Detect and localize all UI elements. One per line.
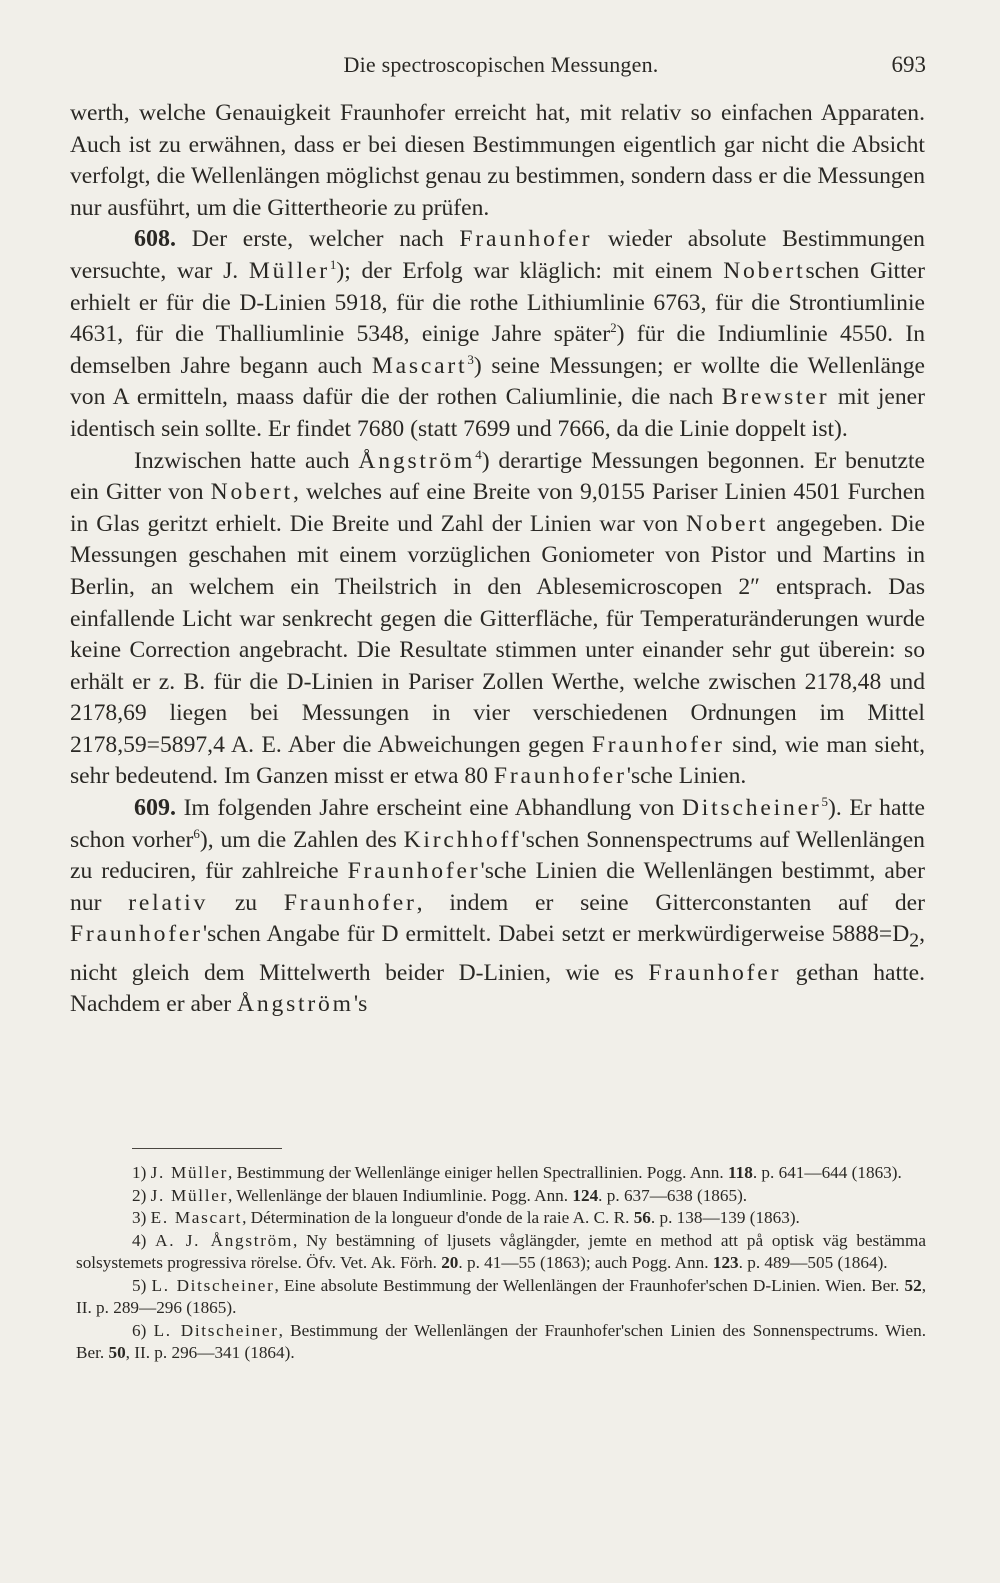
footnote-4: 4) A. J. Ångström, Ny bestämning of ljusets våglängder, jemte en method att på optisk väg bestämma solsystemets progressiva rörelse. Öfv. Vet. Ak. Förh. 20. p. 41—55 (1863); auch Pogg. Ann. 123. p. 489—505 (1864).	[76, 1230, 927, 1272]
footnote-2: 2) J. Müller, Wellenlänge der blauen Indiumlinie. Pogg. Ann. 124. p. 637—638 (1865).	[132, 1185, 748, 1205]
person-name: Fraunhofer	[347, 858, 481, 885]
paragraph-609: 609. Im folgenden Jahre erscheint eine Abhandlung von Ditscheiner$^5$). Er hatte schon vorher$^6$), um die Zahlen des Kirchhoff'schen Sonnenspectrums auf Wellenlängen zu reduciren, für zahlreiche Fraunhofer'sche Linien die Wellenlängen bestimmt, aber nur relativ zu Fraunhofer, indem er seine Gitterconstanten auf der Fraunhofer'schen Angabe für D ermittelt. Dabei setzt er merkwürdigerweise $5888=D_2$, nicht gleich dem Mittelwerth beider D-Linien, wie es Fraunhofer gethan hatte. Nachdem er aber Ångström's	[70, 794, 926, 1018]
person-name: Fraunhofer	[591, 731, 725, 758]
person-name: Nobert	[685, 510, 769, 537]
footnote-ref: 4	[475, 446, 482, 462]
person-name: Kirchhoff	[403, 826, 522, 853]
running-title: Die spectroscopischen Messungen.	[343, 52, 659, 77]
section-number-609: 609.	[134, 795, 176, 822]
section-number-608: 608.	[134, 226, 176, 253]
footnote-1: 1) J. Müller, Bestimmung der Wellenlänge einiger hellen Spectrallinien. Pogg. Ann. 118. p. 641—644 (1863).	[132, 1163, 902, 1182]
person-name: Nobert	[210, 479, 293, 506]
footnote-3: 3) E. Mascart, Détermination de la longueur d'onde de la raie A. C. R. 56. p. 138—139 (1863).	[132, 1208, 800, 1227]
paragraph-608: 608. Der erste, welcher nach Fraunhofer wieder absolute Bestimmungen versuchte, war J. Müller$^1$); der Erfolg war kläglich: mit einem Nobertschen Gitter erhielt er für die D-Linien 5918, für die rothe Lithiumlinie 6763, für die Strontiumlinie 4631, für die Thalliumlinie 5348, einige Jahre später$^2$) für die Indiumlinie 4550. In demselben Jahre begann auch Mascart$^3$) seine Messungen; er wollte die Wellenlänge von A ermitteln, maass dafür die der rothen Caliumlinie, die nach Brewster mit jener identisch sein sollte. Er findet 7680 (statt 7699 und 7666, da die Linie doppelt ist).	[70, 226, 925, 442]
paragraph-3: Inzwischen hatte auch Ångström$^4$) derartige Messungen begonnen. Er benutzte ein Gitter von Nobert, welches auf eine Breite von 9,0155 Pariser Linien 4501 Furchen in Glas geritzt erhielt. Die Breite und Zahl der Linien war von Nobert angegeben. Die Messungen geschahen mit einem vorzüglichen Goniometer von Pistor und Martins in Berlin, an welchem ein Theilstrich in den Ablesemicroscopen 2″ entsprach. Das einfallende Licht war senkrecht gegen die Gitterfläche, für Temperaturänderungen wurde keine Correction angebracht. Die Resultate stimmen unter einander sehr gut überein: so erhält er z. B. für die D-Linien in Pariser Zollen Werthe, welche zwischen 2178,48 und 2178,69 liegen bei Messungen in vier verschiedenen Ordnungen im Mittel 2178,59=5897,4 A. E. Aber die Abweichungen gegen Fraunhofer sind, wie man sieht, sehr bedeutend. Im Ganzen misst er etwa 80 Fraunhofer'sche Linien.	[70, 446, 926, 790]
footnote-5: 5) L. Ditscheiner, Eine absolute Bestimmung der Wellenlängen der Fraunhofer'schen D-Linien. Wien. Ber. 52, II. p. 289—296 (1865).	[76, 1275, 926, 1317]
footnote-ref: 6	[193, 825, 200, 841]
body-text	[70, 98, 925, 1021]
person-name: Nobert	[723, 257, 806, 284]
person-name: Fraunhofer	[493, 763, 627, 790]
page-number: 693	[891, 52, 926, 77]
paragraph-1: werth, welche Genauigkeit Fraunhofer erreicht hat, mit relativ so einfachen Apparaten. Auch ist zu erwähnen, dass er bei diesen Bestimmungen eigentlich gar nicht die Absicht verfolgt, die Wellenlängen möglichst genau zu bestimmen, sondern dass er die Messungen nur ausführt, um die Gittertheorie zu prüfen.	[70, 100, 925, 221]
footnote-ref: 2	[610, 320, 617, 336]
subscript: 2	[909, 930, 920, 953]
person-name: Brewster	[721, 384, 830, 411]
person-name: Fraunhofer	[459, 226, 593, 253]
footnote-ref: 3	[467, 351, 474, 367]
footnote-6: 6) L. Ditscheiner, Bestimmung der Wellenlängen der Fraunhofer'schen Linien des Sonnenspectrums. Wien. Ber. 50, II. p. 296—341 (1864).	[76, 1320, 927, 1362]
person-name: Mascart	[371, 352, 468, 379]
person-name: Fraunhofer	[283, 889, 417, 916]
person-name: Fraunhofer	[648, 959, 782, 986]
person-name: Ångström	[237, 991, 354, 1018]
person-name: Fraunhofer	[70, 921, 203, 948]
running-head	[70, 52, 932, 86]
footnotes	[76, 1162, 926, 1365]
footnote-ref: 1	[329, 256, 337, 272]
emphasis: relativ	[128, 889, 209, 916]
person-name: Ditscheiner	[681, 795, 822, 822]
footnote-ref: 5	[821, 794, 829, 810]
person-name: Ångström	[358, 447, 476, 474]
footnote-divider	[132, 1148, 282, 1149]
person-name: Müller	[248, 257, 330, 284]
